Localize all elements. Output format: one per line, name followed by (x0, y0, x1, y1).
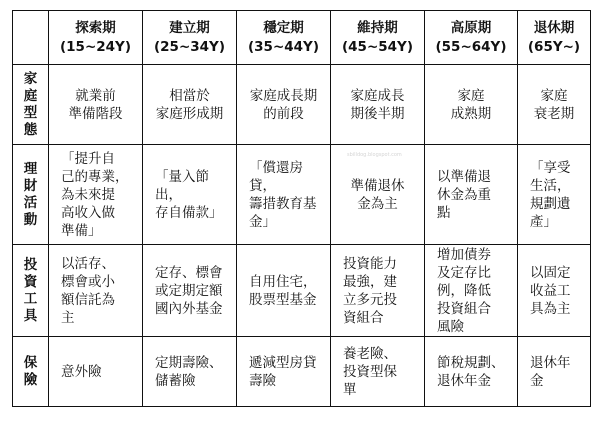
life-stage-table-wrapper (12, 10, 591, 407)
cell-text-line: 衰老期 (533, 105, 575, 122)
table-cell (237, 145, 331, 245)
table-cell (518, 65, 591, 145)
cell-text-line: 股票型基金 (249, 291, 317, 308)
cell-text-line: 增加債券 (437, 246, 491, 263)
life-stage-finance-table (12, 10, 591, 407)
column-age: (55~64Y) (435, 38, 507, 55)
cell-text-line: 生活， (530, 177, 571, 194)
cell-text-line: 例，降低 (437, 282, 491, 299)
table-cell (331, 245, 425, 337)
table-cell (518, 245, 591, 337)
cell-text-line: 準備」 (61, 222, 102, 239)
column-title: 穩定期 (263, 19, 304, 36)
cell-text-line: 以固定 (530, 264, 571, 281)
table-row-insurance (13, 337, 591, 407)
row-header-char: 態 (23, 121, 38, 138)
column-age: (45~54Y) (341, 38, 413, 55)
cell-text-line: 風險 (437, 318, 464, 335)
row-header-char: 活 (23, 194, 38, 211)
cell-text-line: 的前段 (263, 105, 304, 122)
cell-text-line: 存自備款」 (155, 204, 223, 221)
column-age: (15~24Y) (59, 38, 131, 55)
cell-text-line: 收益工 (530, 282, 571, 299)
row-header-char: 庭 (23, 87, 38, 104)
cell-text-line: 主 (61, 309, 75, 326)
cell-text-line: 遞減型房貸 (249, 354, 317, 371)
table-cell (49, 145, 143, 245)
column-title: 探索期 (75, 19, 116, 36)
cell-text-line: 以活存、 (61, 255, 115, 272)
cell-text-line: 家庭形成期 (155, 105, 224, 122)
cell-text-line: 「提升自 (61, 150, 115, 167)
table-cell (49, 65, 143, 145)
cell-text-line: 產」 (530, 213, 557, 230)
table-row-family-type (13, 65, 591, 145)
table-cell (143, 245, 237, 337)
cell-text-line: 「享受 (530, 159, 571, 176)
table-row-investment-tools (13, 245, 591, 337)
cell-text-line: 「償還房貸， (249, 159, 303, 194)
cell-text-line: 意外險 (61, 363, 102, 380)
cell-text-line: 以準備退 (437, 168, 491, 185)
cell-text-line: 「量入節出， (155, 168, 209, 203)
cell-text-line: 籌措教育基 (249, 195, 317, 212)
cell-text-line: 立多元投 (343, 291, 397, 308)
cell-text-line: 定期壽險、 (155, 354, 223, 371)
column-title: 建立期 (169, 19, 210, 36)
row-header-char: 家 (23, 70, 38, 87)
cell-text-line: 定存、標會 (155, 264, 223, 281)
cell-text-line: 就業前 (75, 87, 116, 104)
cell-text-line: 資組合 (343, 309, 384, 326)
cell-text-line: 金」 (249, 213, 276, 230)
table-cell (331, 65, 425, 145)
cell-text-line: 高收入做 (61, 204, 115, 221)
table-cell (331, 337, 425, 407)
cell-text-line: 養老險、 (343, 345, 397, 362)
row-header-char: 動 (23, 211, 38, 228)
cell-text-line: 投資組合 (437, 300, 491, 317)
column-title: 維持期 (357, 19, 398, 36)
table-cell (143, 65, 237, 145)
corner-cell (13, 11, 49, 65)
column-title: 退休期 (533, 19, 575, 36)
cell-text-line: 國內外基金 (155, 300, 223, 317)
cell-text-line: 金為主 (357, 195, 398, 212)
table-cell (425, 245, 518, 337)
row-header-char: 財 (23, 177, 38, 194)
column-header-exploration (49, 11, 143, 65)
cell-text-line: 或定期定額 (155, 282, 223, 299)
table-cell (518, 337, 591, 407)
cell-text-line: 投資能力 (343, 255, 397, 272)
cell-text-line: 標會或小 (61, 273, 115, 290)
column-age: (65Y~) (527, 38, 581, 55)
cell-text-line: 家庭 (540, 87, 568, 104)
column-age: (35~44Y) (247, 38, 319, 55)
column-header-maintenance (331, 11, 425, 65)
table-cell (425, 145, 518, 245)
cell-text-line: 額信託為 (61, 291, 115, 308)
watermark-text: sbilldog.blogspot.com (347, 152, 402, 158)
row-header-char: 險 (23, 371, 38, 388)
row-header-char: 工 (23, 290, 38, 307)
table-cell (425, 337, 518, 407)
cell-text-line: 最強，建 (343, 273, 397, 290)
row-header-finance-activity (13, 145, 49, 245)
row-header-investment-tools (13, 245, 49, 337)
cell-text-line: 單 (343, 381, 357, 398)
cell-text-line: 休金為重 (437, 186, 491, 203)
row-header-char: 投 (23, 256, 38, 273)
table-cell (237, 245, 331, 337)
table-row-finance-activity (13, 145, 591, 245)
table-cell (237, 337, 331, 407)
row-header-family-type (13, 65, 49, 145)
column-title: 高原期 (450, 19, 492, 36)
table-cell (49, 337, 143, 407)
cell-text-line: 家庭 (457, 87, 485, 104)
cell-text-line: 投資型保 (343, 363, 397, 380)
cell-text-line: 己的專業， (61, 168, 129, 185)
cell-text-line: 退休年金 (437, 372, 491, 389)
cell-text-line: 金 (530, 372, 544, 389)
table-cell (49, 245, 143, 337)
cell-text-line: 規劃遺 (530, 195, 571, 212)
table-cell (518, 145, 591, 245)
table-cell (237, 65, 331, 145)
header-row (13, 11, 591, 65)
cell-text-line: 準備階段 (68, 105, 123, 122)
cell-text-line: 點 (437, 204, 451, 221)
column-age: (25~34Y) (153, 38, 225, 55)
row-header-char: 具 (23, 307, 38, 324)
cell-text-line: 自用住宅， (249, 273, 317, 290)
column-header-establishment (143, 11, 237, 65)
row-header-char: 保 (23, 354, 38, 371)
column-header-stable (237, 11, 331, 65)
cell-text-line: 相當於 (169, 87, 210, 104)
table-cell (425, 65, 518, 145)
row-header-char: 資 (23, 273, 38, 290)
cell-text-line: 具為主 (530, 300, 571, 317)
cell-text-line: 及定存比 (437, 264, 491, 281)
cell-text-line: 成熟期 (450, 105, 492, 122)
cell-text-line: 準備退休 (350, 177, 405, 194)
table-cell (143, 145, 237, 245)
table-cell (331, 145, 425, 245)
cell-text-line: 期後半期 (350, 105, 405, 122)
cell-text-line: 家庭成長 (350, 87, 405, 104)
cell-text-line: 節稅規劃、 (437, 354, 505, 371)
cell-text-line: 家庭成長期 (249, 87, 318, 104)
cell-text-line: 為未來提 (61, 186, 115, 203)
row-header-char: 型 (23, 104, 38, 121)
row-header-char: 理 (23, 160, 38, 177)
column-header-retirement (518, 11, 591, 65)
cell-text-line: 壽險 (249, 372, 276, 389)
cell-text-line: 儲蓄險 (155, 372, 196, 389)
cell-text-line: 退休年 (530, 354, 571, 371)
table-cell (143, 337, 237, 407)
column-header-plateau (425, 11, 518, 65)
row-header-insurance (13, 337, 49, 407)
